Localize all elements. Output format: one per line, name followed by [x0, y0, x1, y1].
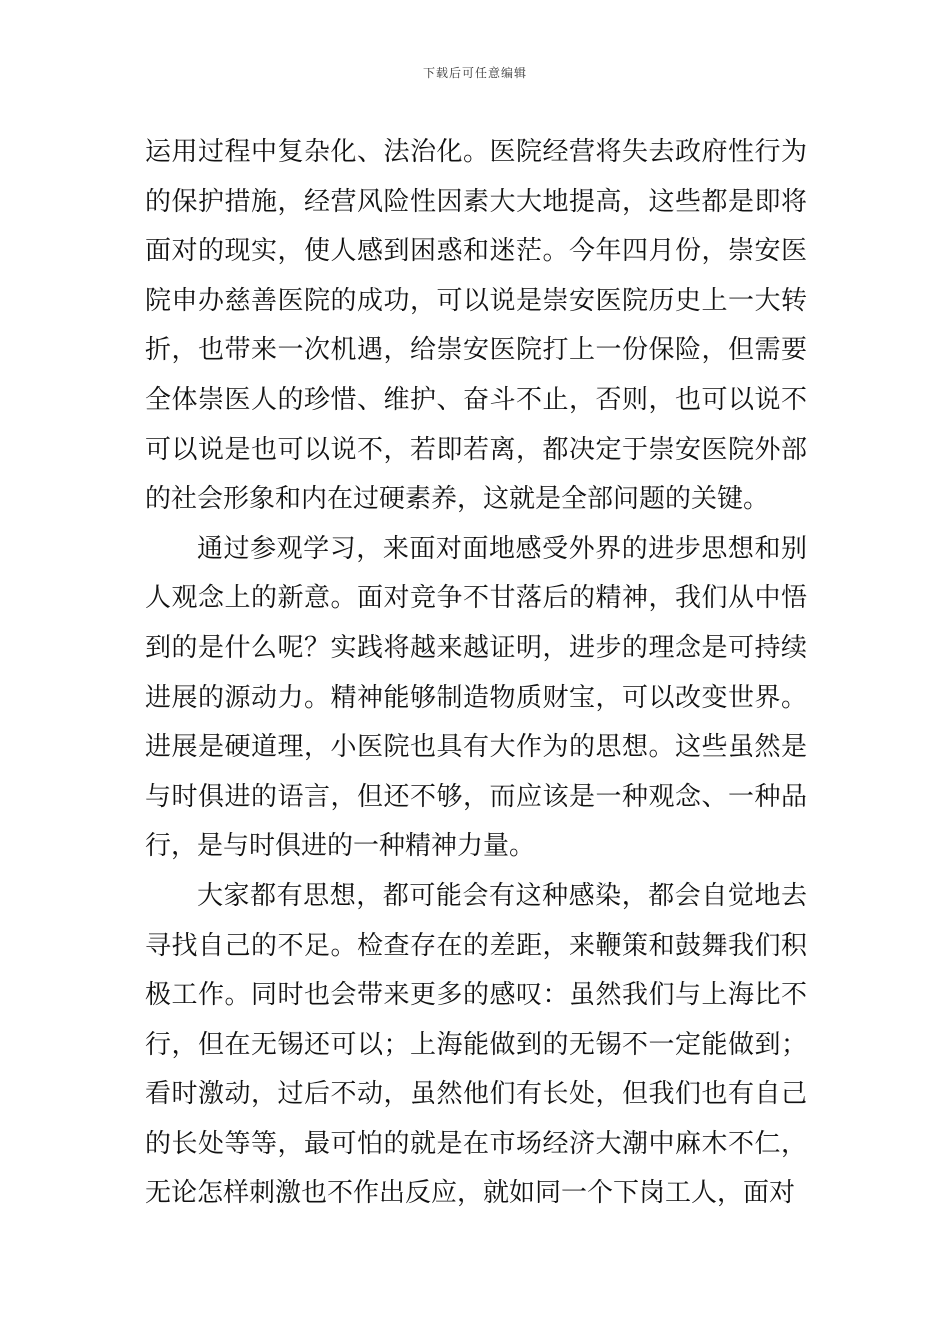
paragraph-continuation: 运用过程中复杂化、法治化。医院经营将失去政府性行为的保护措施，经营风险性因素大大地提高，这些都是即将面对的现实，使人感到困惑和迷茫。今年四月份，崇安医院申办慈善医院的成功，可以说是崇安医院历史上一大转折，也带来一次机遇，给崇安医院打上一份保险，但需要全体崇医人的珍惜、维护、奋斗不止，否则，也可以说不可以说是也可以说不，若即若离，都决定于崇安医院外部的社会形象和内在过硬素养，这就是全部问题的关键。	[145, 137, 807, 515]
page-header: 下载后可任意编辑	[422, 66, 527, 80]
paragraph-reflection: 大家都有思想，都可能会有这种感染，都会自觉地去寻找自己的不足。检查存在的差距，来鞭策和鼓舞我们积极工作。同时也会带来更多的感叹：虽然我们与上海比不行，但在无锡还可以；上海能做到的无锡不一定能做到；看时激动，过后不动，虽然他们有长处，但我们也有自己的长处等等，最可怕的就是在市场经济大潮中麻木不仁，无论怎样刺激也不作出反应，就如同一个下岗工人，面对	[145, 880, 807, 1209]
paragraph-study-visit: 通过参观学习，来面对面地感受外界的进步思想和别人观念上的新意。面对竞争不甘落后的精神，我们从中悟到的是什么呢？实践将越来越证明，进步的理念是可持续进展的源动力。精神能够制造物质财宝，可以改变世界。进展是硬道理，小医院也具有大作为的思想。这些虽然是与时俱进的语言，但还不够，而应该是一种观念、一种品行，是与时俱进的一种精神力量。	[145, 533, 807, 862]
document-body	[145, 128, 807, 1219]
